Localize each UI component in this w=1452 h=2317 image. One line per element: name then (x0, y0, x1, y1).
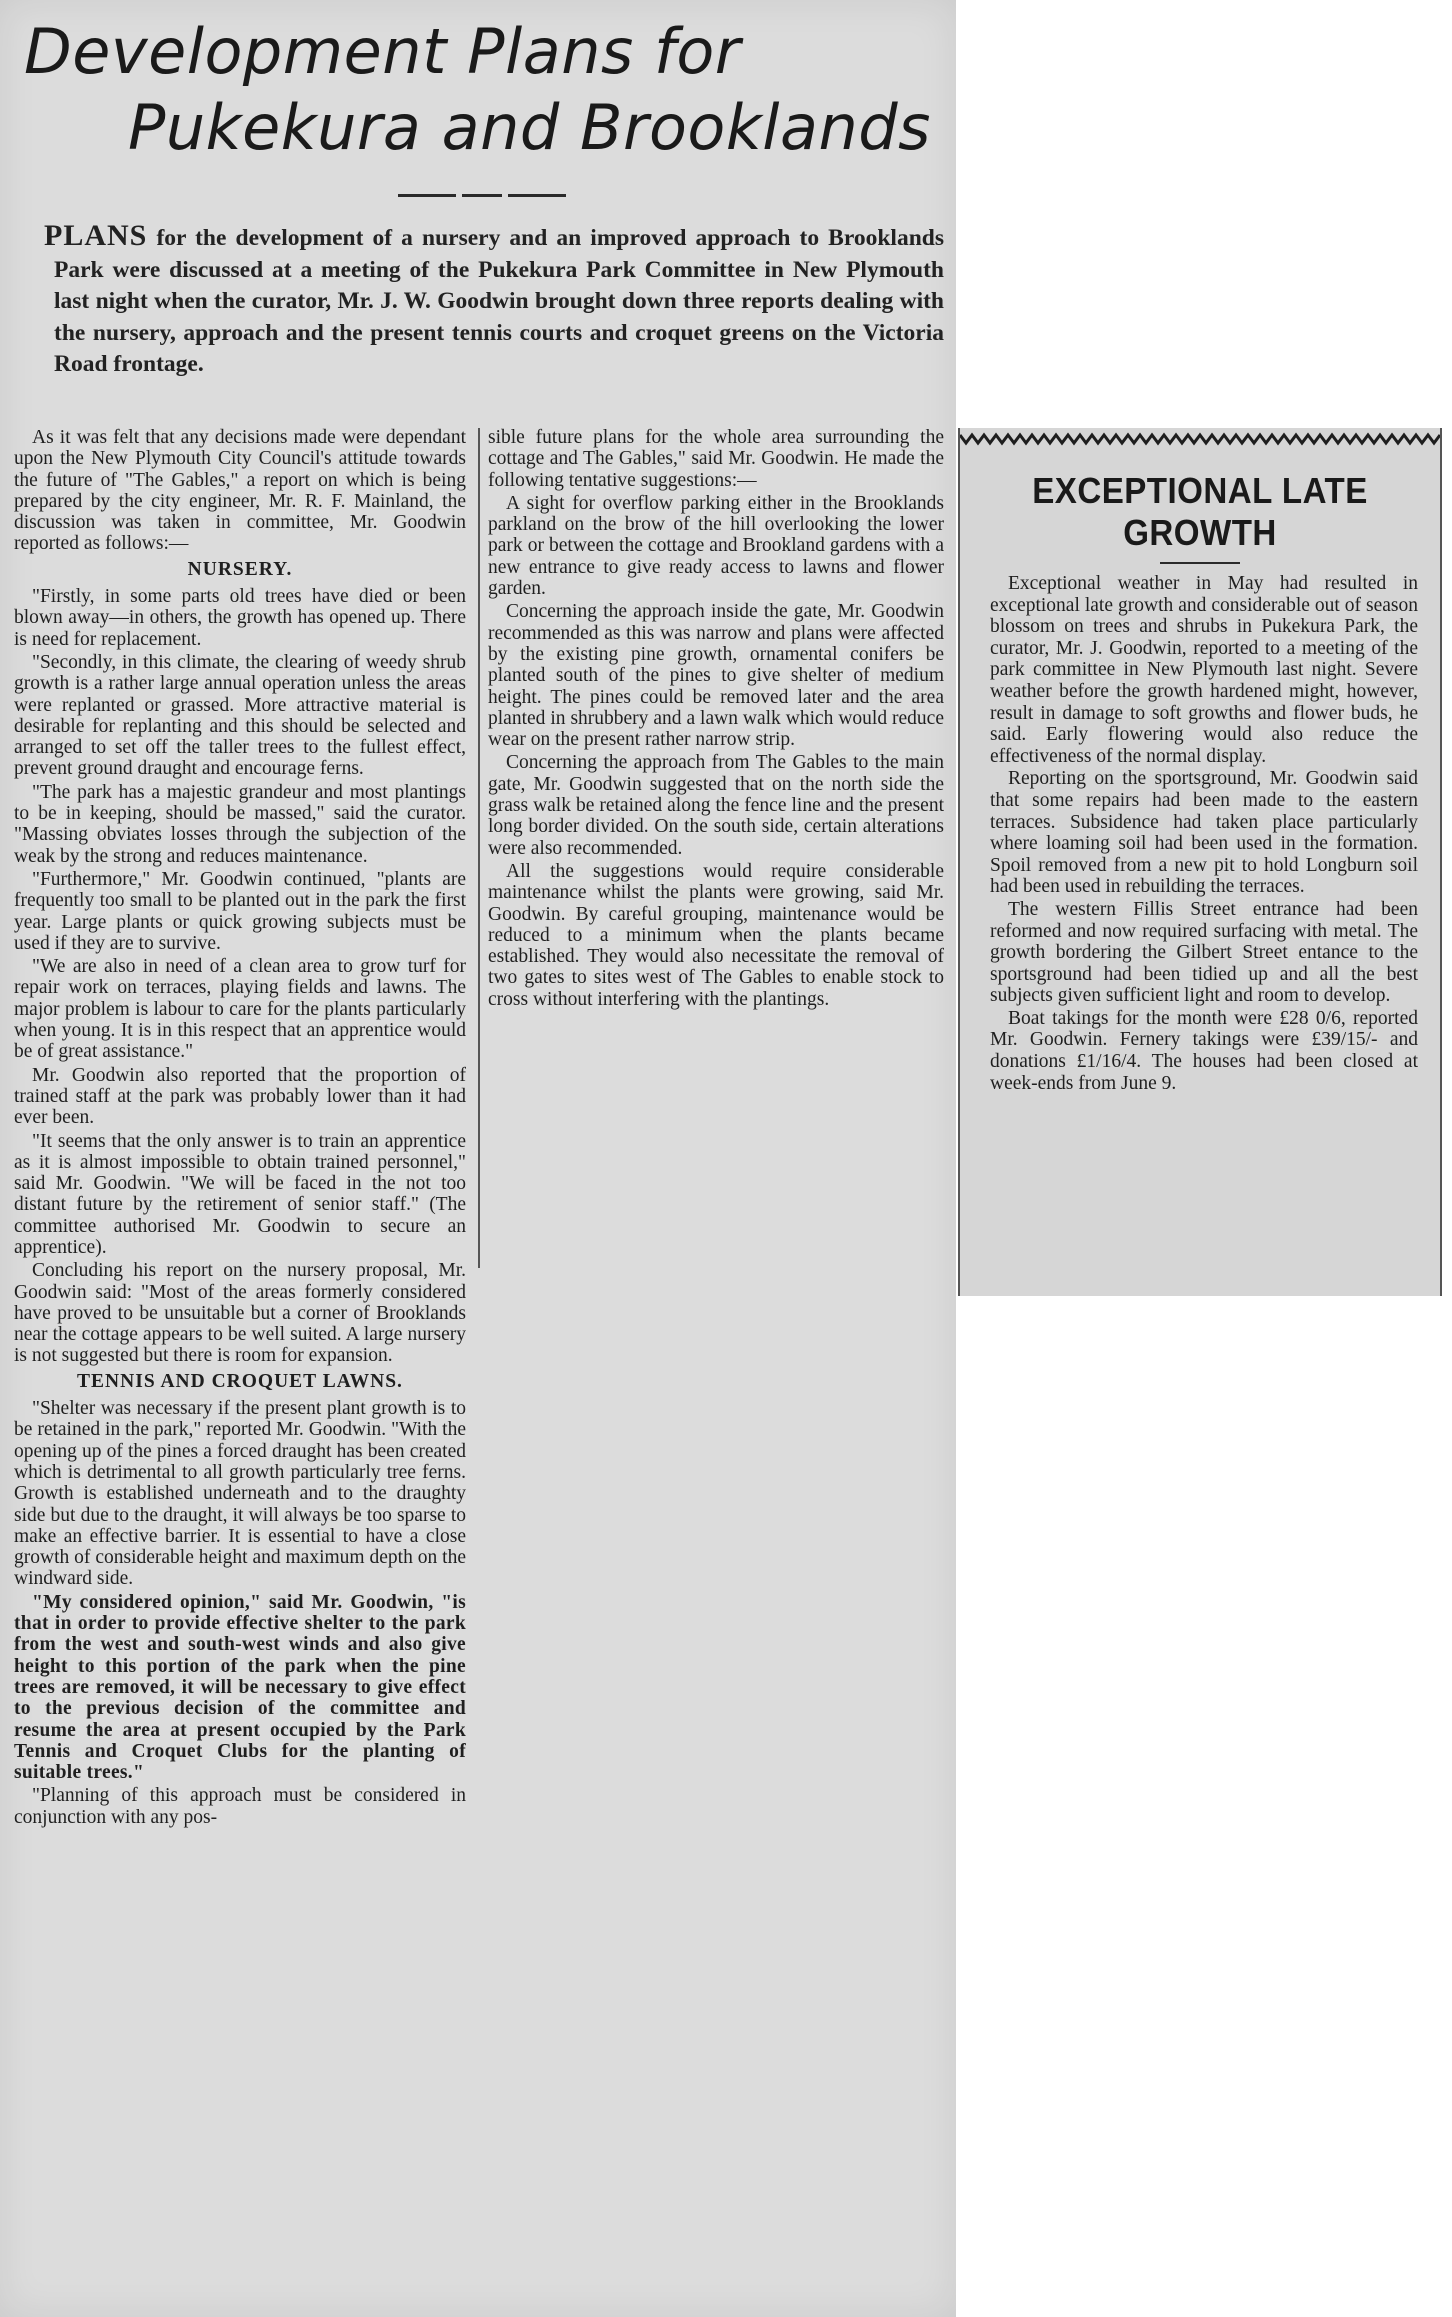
sidebar-headline-line-1: EXCEPTIONAL LATE (1032, 470, 1368, 511)
bold-quote-block (14, 1592, 466, 1784)
nursery-paragraph: "Secondly, in this climate, the clearing of weedy shrub growth is a rather large annual operation unless the areas were replanted or grassed. More attractive material is desirable for replanting and this should be selected and arranged to set off the taller trees to the fullest effect, prevent ground draught and encourage ferns. (14, 651, 466, 780)
nursery-paragraph: "Firstly, in some parts old trees have died or been blown away—in others, the growth has opened up. There is need for replacement. (14, 586, 466, 650)
sidebar-headline-line-2: GROWTH (1123, 512, 1277, 553)
sidebar-paragraph: The western Fillis Street entrance had been reformed and now required surfacing with metal. The growth bordering the Gilbert Street entance to the sportsground had been tidied up and all the best subjects given sufficient light and room to develop. (990, 898, 1418, 1007)
bold-quote-paragraph: "My considered opinion," said Mr. Goodwin, "is that in order to provide effective shelter to the park from the west and south-west winds and also give height to this portion of the park when the pine trees are removed, it will be necessary to give effect to the previous decision of the committee and resume the area at present occupied by the Park Tennis and Croquet Clubs for the planting of suitable trees." (14, 1591, 466, 1784)
lead-dropcap: PLANS (44, 219, 148, 252)
sidebar-paragraph: Exceptional weather in May had resulted in exceptional late growth and considerable out of season blossom on trees and shrubs in Pukekura Park, the curator, Mr. J. Goodwin, reported to a meeting of the park committee in New Plymouth last night. Severe weather before the growth hardened might, however, result in damage to soft growths and flower buds, he said. Early flowering would also reduce the effectiveness of the normal display. (990, 573, 1418, 767)
sidebar-body (990, 573, 1418, 1095)
sidebar-headline (979, 470, 1421, 554)
headline-line-1: Development Plans for (24, 15, 741, 88)
headline-line-2: Pukekura and Brooklands (128, 91, 931, 164)
nursery-paragraph: Concluding his report on the nursery proposal, Mr. Goodwin said: "Most of the areas formerly considered have proved to be unsuitable but a corner of Brooklands near the cottage appears to be well suited. A large nursery is not suggested but there is room for expansion. (14, 1260, 466, 1367)
nursery-paragraph: "We are also in need of a clean area to grow turf for repair work on terraces, playing fields and lawns. The major problem is labour to care for the plants particularly when young. It is in this respect that an apprentice would be of great assistance." (14, 956, 466, 1063)
headline (24, 14, 944, 166)
sidebar-paragraph: Boat takings for the month were £28 0/6, reported Mr. Goodwin. Fernery takings were £39/15/- and donations £1/16/4. The houses had been closed at week-ends from June 9. (990, 1007, 1418, 1094)
column-divider (478, 428, 480, 1268)
lead-text: for the development of a nursery and an improved approach to Brooklands Park were discussed at a meeting of the Pukekura Park Committee in New Plymouth last night when the curator, Mr. J. W. Goodwin brought down three reports dealing with the nursery, approach and the present tennis courts and croquet greens on the Victoria Road frontage. (54, 225, 944, 377)
final-paragraph: "Planning of this approach must be considered in conjunction with any pos- (14, 1785, 466, 1828)
sidebar-article (958, 428, 1442, 1296)
column-2 (488, 427, 944, 1012)
headline-rule-mid (462, 194, 502, 197)
nursery-paragraph: Mr. Goodwin also reported that the proportion of trained staff at the park was probably lower than it had ever been. (14, 1064, 466, 1129)
column-2-paragraph: sible future plans for the whole area surrounding the cottage and The Gables," said Mr. Goodwin. He made the following tentative suggestions:— (488, 427, 944, 491)
column-2-paragraph: Concerning the approach from The Gables to the main gate, Mr. Goodwin suggested that on the north side the grass walk be retained along the fence line and the present long border divided. On the south side, certain alterations were also recommended. (488, 752, 944, 859)
lead-paragraph (44, 220, 944, 381)
column-2-paragraph: Concerning the approach inside the gate, Mr. Goodwin recommended as this was narrow and plans were affected by the existing pine growth, ornamental conifers be planted south of the pines to give shelter of medium height. The pines could be removed later and the area planted in shrubbery and a lawn walk which would reduce wear on the present rather narrow strip. (488, 601, 944, 751)
headline-rule-right (508, 194, 566, 197)
nursery-paragraph: "Furthermore," Mr. Goodwin continued, "plants are frequently too small to be planted out in the park the first year. Large plants or quick growing subjects must be used if they are to survive. (14, 868, 466, 954)
nursery-paragraph: "It seems that the only answer is to train an apprentice as it is almost impossible to obtain trained personnel," said Mr. Goodwin. "We will be faced in the not too distant future by the retirement of senior staff." (The committee authorised Mr. Goodwin to secure an apprentice). (14, 1130, 466, 1258)
sidebar-rule (1160, 562, 1240, 564)
column-2-paragraph: All the suggestions would require considerable maintenance whilst the plants were growing, said Mr. Goodwin. By careful grouping, maintenance would be reduced to a minimum when the plants became established. They would also necessitate the removal of two gates to sites west of The Gables to enable stock to cross without interfering with the plantings. (488, 860, 944, 1010)
tennis-paragraph: "Shelter was necessary if the present plant growth is to be retained in the park," reported Mr. Goodwin. "With the opening up of the pines a forced draught has been created which is detrimental to all growth particularly tree ferns. Growth is established underneath and to the draughty side but due to the draught, it will always be too sparse to make an effective barrier. It is essential to have a close growth of considerable height and maximum depth on the windward side. (14, 1398, 466, 1590)
headline-rule-left (398, 194, 456, 197)
column-1-intro: As it was felt that any decisions made were dependant upon the New Plymouth City Council's attitude towards the future of "The Gables," a report on which is being prepared by the city engineer, Mr. R. F. Mainland, the discussion was taken in committee, Mr. Goodwin reported as follows:— (14, 427, 466, 555)
column-2-paragraph: A sight for overflow parking either in the Brooklands parkland on the brow of the hill overlooking the lower park or between the cottage and Brookland gardens with a new entrance to give ready access to lawns and flower garden. (488, 492, 944, 600)
sidebar-paragraph: Reporting on the sportsground, Mr. Goodwin said that some repairs had been made to the eastern terraces. Subsidence had taken place particularly where loaming soil had been used in the formation. Spoil removed from a new pit to hold Longburn soil had been used in rebuilding the terraces. (990, 768, 1418, 898)
column-1 (14, 427, 466, 1830)
nursery-paragraph: "The park has a majestic grandeur and most plantings to be in keeping, should be massed," said the curator. "Massing obviates losses through the subjection of the weak by the strong and reduces maintenance. (14, 781, 466, 867)
tennis-heading: TENNIS AND CROQUET LAWNS. (77, 1370, 403, 1392)
zigzag-border-ornament (960, 432, 1440, 446)
nursery-heading: NURSERY. (187, 558, 293, 580)
